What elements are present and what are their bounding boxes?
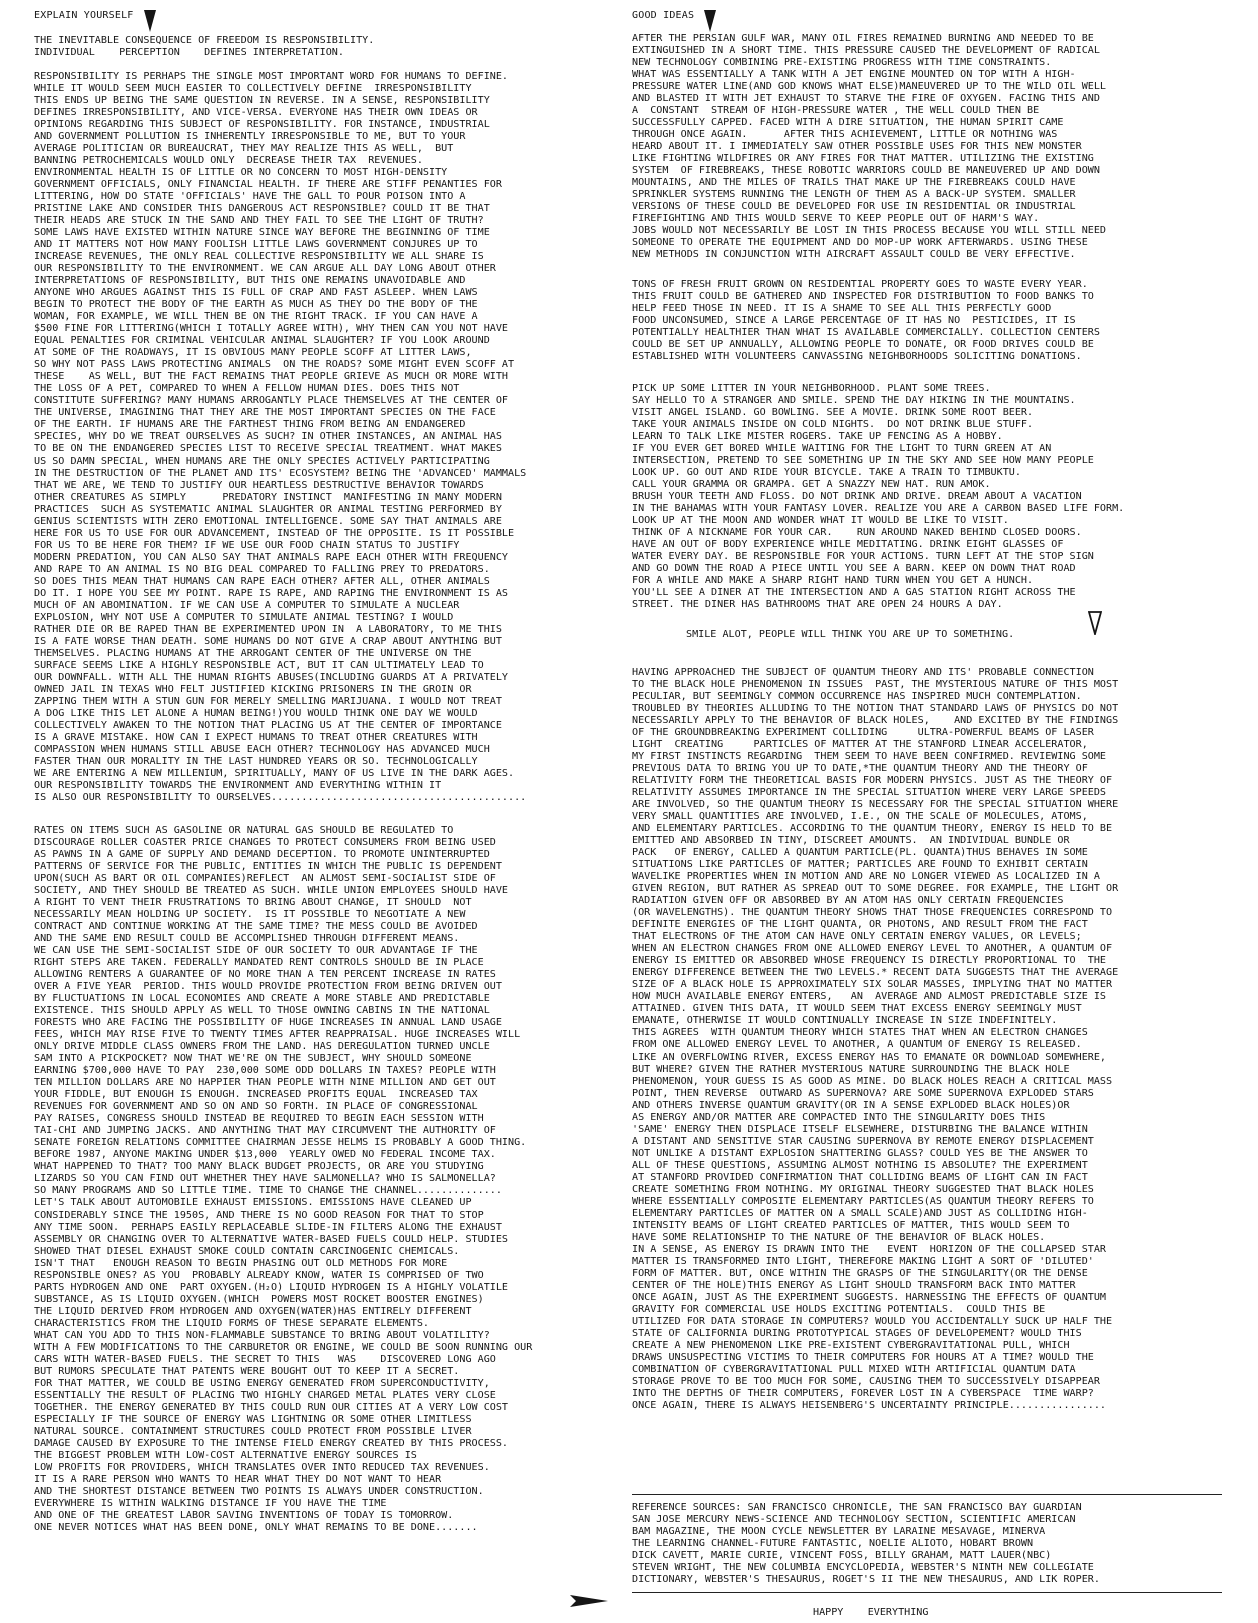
down-wedge-icon (144, 10, 156, 32)
fruit-article: TONS OF FRESH FRUIT GROWN ON RESIDENTIAL PROPERTY GOES TO WASTE EVERY YEAR. THIS FRUIT COULD BE GATHERED AND INSPECTED FOR DISTRIBUTION TO FOOD BANKS TO HELP FEED THOSE IN NEED. IT IS A SHAME TO SEE ALL THIS PERFECTLY GOOD FOOD UNCONSUMED, SINCE A LARGE PERCENTAGE OF IT HAS NO PESTICIDES, IT IS POTENTIALLY HEALTHIER THAN WHAT IS AVAILABLE COMMERCIALLY. COLLECTION CENTERS COULD BE SET UP ANNUALLY, ALLOWING PEOPLE TO DONATE, OR FOOD DRIVES COULD BE ESTABLISHED WITH VOLUNTEERS CANVASSING NEIGHBORHOODS SOLICITING DONATIONS. (632, 279, 1100, 363)
smile-line: SMILE ALOT, PEOPLE WILL THINK YOU ARE UP TO SOMETHING. (686, 629, 1015, 640)
responsibility-article: RESPONSIBILITY IS PERHAPS THE SINGLE MOST IMPORTANT WORD FOR HUMANS TO DEFINE. WHILE IT WOULD SEEM MUCH EASIER TO COLLECTIVELY DEFINE IRRESPONSIBILITY THIS ENDS UP BEING THE SAME QUESTION IN REVERSE. IN A SENSE, RESPONSIBILITY DEFINES IRRESPONSIBILITY, AND VICE-VERSA. EVERYONE HAS THEIR OWN IDEAS OR OPINIONS REGARDING THIS SUBJECT OF RESPONSIBILITY. FOR INSTANCE, INDUSTRIAL AND GOVERNMENT POLLUTION IS INHERENTLY IRRESPONSIBLE TO ME, BUT TO YOUR AVERAGE POLITICIAN OR BUREAUCRAT, THEY MAY REALIZE THIS AS WELL, BUT BANNING PETROCHEMICALS WOULD ONLY DECREASE THEIR TAX REVENUES. ENVIRONMENTAL HEALTH IS OF LITTLE OR NO CONCERN TO MOST HIGH-DENSITY GOVERNMENT OFFICIALS, ONLY FINANCIAL HEALTH. IF THERE ARE STIFF PENANTIES FOR LITTERING, HOW DO STATE 'OFFICIALS' HAVE THE GALL TO POUR POISON INTO A PRISTINE LAKE AND CONSIDER THIS DANGEROUS ACT RESPONSIBLE? COULD IT BE THAT THEIR HEADS ARE STUCK IN THE SAND AND THEY FAIL TO SEE THE LIGHT OF TRUTH? SOME LAWS HAVE EXISTED WITHIN NATURE SINCE WAY BEFORE THE BEGINNING OF TIME AND IT MATTERS NOT HOW MANY FOOLISH LITTLE LAWS GOVERNMENT CONJURES UP TO INCREASE REVENUES, THE ONLY REAL COLLECTIVE RESPONSIBILITY WE ALL SHARE IS OUR RESPONSIBILITY TO THE ENVIRONMENT. WE CAN ARGUE ALL DAY LONG ABOUT OTHER INTERPRETATIONS OF RESPONSIBILITY, BUT THIS ONE REMAINS UNAVOIDABLE AND ANYONE WHO ARGUES AGAINST THIS IS FULL OF CRAP AND FAST ASLEEP. WHEN LAWS BEGIN TO PROTECT THE BODY OF THE EARTH AS MUCH AS THEY DO THE BODY OF THE WOMAN, FOR EXAMPLE, WE WILL THEN BE ON THE RIGHT TRACK. IF YOU CAN HAVE A $500 FINE FOR LITTERING(WHICH I TOTALLY AGREE WITH), WHY THEN CAN YOU NOT HAVE EQUAL PENALTIES FOR CRIMINAL VEHICULAR ANIMAL SLAUGHTER? IF YOU LOOK AROUND AT SOME OF THE ROADWAYS, IT IS OBVIOUS MANY PEOPLE SCOFF AT LITTER LAWS, SO WHY NOT PASS LAWS PROTECTING ANIMALS ON THE ROADS? SOME MIGHT EVEN SCOFF AT THESE AS WELL, BUT THE FACT REMAINS THAT PEOPLE GRIEVE AS MUCH OR MORE WITH THE LOSS OF A PET, COMPARED TO WHEN A FELLOW HUMAN DIES. DOES THIS NOT CONSTITUTE SUFFERING? MANY HUMANS ARROGANTLY PLACE THEMSELVES AT THE CENTER OF THE UNIVERSE, IMAGINING THAT THEY ARE THE MOST IMPORTANT SPECIES ON THE FACE OF THE EARTH. IF HUMANS ARE THE FARTHEST THING FROM BEING AN ENDANGERED SPECIES, WHY DO WE TREAT OURSELVES AS SUCH? IN OTHER INSTANCES, AN ANIMAL HAS TO BE ON THE ENDANGERED SPECIES LIST TO RECEIVE SPECIAL TREATMENT. WHAT MAKES US SO DAMN SPECIAL, WHEN HUMANS ARE THE ONLY SPECIES ACTIVELY PARTICIPATING IN THE DESTRUCTION OF THE PLANET AND ITS' ECOSYSTEM? BEING THE 'ADVANCED' MAMMALS THAT WE ARE, WE TEND TO JUSTIFY OUR HEARTLESS DESTRUCTIVE BEHAVIOR TOWARDS OTHER CREATURES AS SIMPLY PREDATORY INSTINCT MANIFESTING IN MANY MODERN PRACTICES SUCH AS SYSTEMATIC ANIMAL SLAUGHTER OR ANIMAL TESTING PERFORMED BY GENIUS SCIENTISTS WITH ZERO EMOTIONAL INTELLIGENCE. SOME SAY THAT ANIMALS ARE HERE FOR US TO USE FOR OUR ADVANCEMENT, INSTEAD OF THE OPPOSITE. IS IT POSSIBLE FOR US TO BE HERE FOR THEM? IF WE USE OUR FOOD CHAIN STATUS TO JUSTIFY MODERN PREDATION, YOU CAN ALSO SAY THAT ANIMALS RAPE EACH OTHER WITH FREQUENCY AND RAPE TO AN ANIMAL IS NO BIG DEAL COMPARED TO FALLING PREY TO PREDATORS. SO DOES THIS MEAN THAT HUMANS CAN RAPE EACH OTHER? AFTER ALL, OTHER ANIMALS DO IT. I HOPE YOU SEE MY POINT. RAPE IS RAPE, AND RAPING THE ENVIRONMENT IS AS MUCH OF AN ABOMINATION. IF WE CAN USE A COMPUTER TO SIMULATE A NUCLEAR EXPLOSION, WHY NOT USE A COMPUTER TO SIMULATE ANIMAL TESTING? I WOULD RATHER DIE OR BE RAPED THAN BE EXPERIMENTED UPON IN A LABORATORY, TO ME THIS IS A FATE WORSE THAN DEATH. SOME HUMANS DO NOT GIVE A CRAP ABOUT ANYTHING BUT THEMSELVES. PLACING HUMANS AT THE ARROGANT CENTER OF THE UNIVERSE ON THE SURFACE SEEMS LIKE A HIGHLY RESPONSIBLE ACT, BUT IT CAN ULTIMATELY LEAD TO OUR DOWNFALL. WITH ALL THE HUMAN RIGHTS ABUSES(INCLUDING GUARDS AT A PRIVATELY OWNED JAIL IN TEXAS WHO FELT JUSTIFIED KICKING PRISONERS IN THE GROIN OR ZAPPING THEM WITH A STUN GUN FOR MERELY SMELLING MARIJUANA. I WOULD NOT TREAT A DOG LIKE THIS LET ALONE A HUMAN BEING!)YOU WOULD THINK ONE DAY WE WOULD COLLECTIVELY AWAKEN TO THE NOTION THAT PLACING US AT THE CENTER OF IMPORTANCE IS A GRAVE MISTAKE. HOW CAN I EXPECT HUMANS TO TREAT OTHER CREATURES WITH COMPASSION WHEN HUMANS STILL ABUSE EACH OTHER? TECHNOLOGY HAS ADVANCED MUCH FASTER THAN OUR MORALITY IN THE LAST HUNDRED YEARS OR SO. TECHNOLOGICALLY WE ARE ENTERING A NEW MILLENIUM, SPIRITUALLY, MANY OF US LIVE IN THE DARK AGES. OUR RESPONSIBILITY TOWARDS THE ENVIRONMENT AND EVERYTHING WITHIN IT IS ALSO OUR RESPONSIBILITY TO OURSELVES.......................................... (34, 71, 527, 803)
section-heading-good-ideas (632, 10, 716, 32)
regulation-article: RATES ON ITEMS SUCH AS GASOLINE OR NATURAL GAS SHOULD BE REGULATED TO DISCOURAGE ROLLER COASTER PRICE CHANGES TO PROTECT CONSUMERS FROM BEING USED AS PAWNS IN A GAME OF SUPPLY AND DEMAND DECEPTION. TO PROMOTE UNINTERRUPTED PATTERNS OF SERVICE FOR THE PUBLIC, ENTITIES IN WHICH THE PUBLIC IS DEPENDENT UPON(SUCH AS BART OR OIL COMPANIES)REFLECT AN ALMOST SEMI-SOCIALIST SIDE OF SOCIETY, AND THEY SHOULD BE TREATED AS SUCH. WHILE UNION EMPLOYEES SHOULD HAVE A RIGHT TO VENT THEIR FRUSTRATIONS TO BRING ABOUT CHANGE, IT SHOULD NOT NECESSARILY MEAN HOLDING UP SOCIETY. IS IT POSSIBLE TO NEGOTIATE A NEW CONTRACT AND CONTINUE WORKING AT THE SAME TIME? THE MESS COULD BE AVOIDED AND THE SAME END RESULT COULD BE ACCOMPLISHED THROUGH DIFFERENT MEANS. WE CAN USE THE SEMI-SOCIALIST SIDE OF OUR SOCIETY TO OUR ADVANTAGE IF THE RIGHT STEPS ARE TAKEN. FEDERALLY MANDATED RENT CONTROLS SHOULD BE IN PLACE ALLOWING RENTERS A GUARANTEE OF NO MORE THAN A TEN PERCENT INCREASE IN RATES OVER A FIVE YEAR PERIOD. THIS WOULD PROVIDE PROTECTION FROM BEING DRIVEN OUT BY FLUCTUATIONS IN LOCAL ECONOMIES AND CREATE A MORE STABLE AND PREDICTABLE EXISTENCE. THIS SHOULD APPLY AS WELL TO THOSE OWNING CABINS IN THE NATIONAL FORESTS WHO ARE FACING THE POSSIBILITY OF HUGE INCREASES IN ANNUAL LAND USAGE FEES, WHICH MAY RISE FIVE TO TWENTY TIMES AFTER REAPPRAISAL. HUGE INCREASES WILL ONLY DRIVE MIDDLE CLASS OWNERS FROM THE LAND. HAS DEREGULATION TURNED UNCLE SAM INTO A PICKPOCKET? NOW THAT WE'RE ON THE SUBJECT, WHY SHOULD SOMEONE EARNING $700,000 HAVE TO PAY 230,000 SOME ODD DOLLARS IN TAXES? PEOPLE WITH TEN MILLION DOLLARS ARE NO HAPPIER THAN PEOPLE WITH NINE MILLION AND GET OUT YOUR FIDDLE, BUT ENOUGH IS ENOUGH. INCREASED PROFITS EQUAL INCREASED TAX REVENUES FOR GOVERNMENT AND SO ON AND SO FORTH. IN PLACE OF CONGRESSIONAL PAY RAISES, CONGRESS SHOULD INSTEAD BE REQUIRED TO BEGIN EACH SESSION WITH TAI-CHI AND JUMPING JACKS. AND ANYTHING THAT MAY CIRCUMVENT THE AUTHORITY OF SENATE FOREIGN RELATIONS COMMITTEE CHAIRMAN JESSE HELMS IS PROBABLY A GOOD THING. BEFORE 1987, ANYONE MAKING UNDER $13,000 YEARLY OWED NO FEDERAL INCOME TAX. WHAT HAPPENED TO THAT? TOO MANY BLACK BUDGET PROJECTS, OR ARE YOU STUDYING LIZARDS SO YOU CAN FIND OUT WHETHER THEY HAVE SALMONELLA? WHO IS SALMONELLA? SO MANY PROGRAMS AND SO LITTLE TIME. TIME TO CHANGE THE CHANNEL.............. LET'S TALK ABOUT AUTOMOBILE EXHAUST EMISSIONS. EMISSIONS HAVE CLEANED UP CONSIDERABLY SINCE THE 1950S, AND THERE IS NO GOOD REASON FOR THAT TO STOP ANY TIME SOON. PERHAPS EASILY REPLACEABLE SLIDE-IN FILTERS ALONG THE EXHAUST ASSEMBLY OR CHANGING OVER TO ALTERNATIVE WATER-BASED FUELS COULD HELP. STUDIES SHOWED THAT DIESEL EXHAUST SMOKE COULD CONTAIN CARCINOGENIC CHEMICALS. ISN'T THAT ENOUGH REASON TO BEGIN PHASING OUT OLD METHODS FOR MORE RESPONSIBLE ONES? AS YOU PROBABLY ALREADY KNOW, WATER IS COMPRISED OF TWO PARTS HYDROGEN AND ONE PART OXYGEN.(H₂O) LIQUID HYDROGEN IS A HIGHLY VOLATILE SUBSTANCE, AS IS LIQUID OXYGEN.(WHICH POWERS MOST ROCKET BOOSTER ENGINES) THE LIQUID DERIVED FROM HYDROGEN AND OXYGEN(WATER)HAS ENTIRELY DIFFERENT CHARACTERISTICS FROM THE LIQUID FORMS OF THESE SEPARATE ELEMENTS. WHAT CAN YOU ADD TO THIS NON-FLAMMABLE SUBSTANCE TO BRING ABOUT VOLATILITY? WITH A FEW MODIFICATIONS TO THE CARBURETOR OR ENGINE, WE COULD BE SOON RUNNING OUR CARS WITH WATER-BASED FUELS. THE SECRET TO THIS WAS DISCOVERED LONG AGO BUT RUMORS SPECULATE THAT PATENTS WERE BOUGHT OUT TO KEEP IT A SECRET. FOR THAT MATTER, WE COULD BE USING ENERGY GENERATED FROM SUPERCONDUCTIVITY, ESSENTIALLY THE RESULT OF PLACING TWO HIGHLY CHARGED METAL PLATES VERY CLOSE TOGETHER. THE ENERGY GENERATED BY THIS COULD RUN OUR CITIES AT A VERY LOW COST ESPECIALLY IF THE SOURCE OF ENERGY WAS LIGHTNING OR SOME OTHER LIMITLESS NATURAL SOURCE. CONTAINMENT STRUCTURES COULD PROTECT FROM POSSIBLE LIVER DAMAGE CAUSED BY EXPOSURE TO THE INTENSE FIELD ENERGY CREATED BY THIS PROCESS. THE BIGGEST PROBLEM WITH LOW-COST ALTERNATIVE ENERGY SOURCES IS LOW PROFITS FOR PROVIDERS, WHICH TRANSLATES OVER INTO REDUCED TAX REVENUES. IT IS A RARE PERSON WHO WANTS TO HEAR WHAT THEY DO NOT WANT TO HEAR AND THE SHORTEST DISTANCE BETWEEN TWO POINTS IS ALWAYS UNDER CONSTRUCTION. EVERYWHERE IS WITHIN WALKING DISTANCE IF YOU HAVE THE TIME AND ONE OF THE GREATEST LABOR SAVING INVENTIONS OF TODAY IS TOMORROW. ONE NEVER NOTICES WHAT HAS BEEN DONE, ONLY WHAT REMAINS TO BE DONE....... (34, 825, 533, 1533)
firefighting-article: AFTER THE PERSIAN GULF WAR, MANY OIL FIRES REMAINED BURNING AND NEEDED TO BE EXTINGUISHED IN A SHORT TIME. THIS PRESSURE CAUSED THE DEVELOPMENT OF RADICAL NEW TECHNOLOGY COMBINING PRE-EXISTING PROGRESS WITH TIME CONSTRAINTS. WHAT WAS ESSENTIALLY A TANK WITH A JET ENGINE MOUNTED ON TOP WITH A HIGH- PRESSURE WATER LINE(AND GOD KNOWS WHAT ELSE)MANEUVERED UP TO THE WILD OIL WELL AND BLASTED IT WITH JET EXHAUST TO STARVE THE FIRE OF OXYGEN. FACING THIS AND A CONSTANT STREAM OF HIGH-PRESSURE WATER , THE WELL COULD THEN BE SUCCESSFULLY CAPPED. FACED WITH A DIRE SITUATION, THE HUMAN SPIRIT CAME THROUGH ONCE AGAIN. AFTER THIS ACHIEVEMENT, LITTLE OR NOTHING WAS HEARD ABOUT IT. I IMMEDIATELY SAW OTHER POSSIBLE USES FOR THIS NEW MONSTER LIKE FIGHTING WILDFIRES OR ANY FIRES FOR THAT MATTER. UTILIZING THE EXISTING SYSTEM OF FIREBREAKS, THESE ROBOTIC WARRIORS COULD BE MANEUVERED UP AND DOWN MOUNTAINS, AND THE MILES OF TRAILS THAT MAKE UP THE FIREBREAKS COULD HAVE SPRINKLER SYSTEMS RUNNING THE LENGTH OF THEM AS A BACK-UP SYSTEM. SMALLER VERSIONS OF THESE COULD BE DEVELOPED FOR USE IN RESIDENTIAL OR INDUSTRIAL FIREFIGHTING AND THIS WOULD SERVE TO KEEP PEOPLE OUT OF HARM'S WAY. JOBS WOULD NOT NECESSARILY BE LOST IN THIS PROCESS BECAUSE YOU WILL STILL NEED SOMEONE TO OPERATE THE EQUIPMENT AND DO MOP-UP WORK AFTERWARDS. USING THESE NEW METHODS IN CONJUNCTION WITH AIRCRAFT ASSAULT COULD BE VERY EFFECTIVE. (632, 33, 1107, 261)
happy-everything-footer: HAPPY EVERYTHING (813, 1607, 929, 1618)
quantum-article: HAVING APPROACHED THE SUBJECT OF QUANTUM THEORY AND ITS' PROBABLE CONNECTION TO THE BLACK HOLE PHENOMENON IN ISSUES PAST, THE MYSTERIOUS NATURE OF THIS MOST PECULIAR, BUT SEEMINGLY COMMON OCCURRENCE HAS INSPIRED MUCH CONTEMPLATION. TROUBLED BY THEORIES ALLUDING TO THE NOTION THAT STANDARD LAWS OF PHYSICS DO NOT NECESSARILY APPLY TO THE BEHAVIOR OF BLACK HOLES, AND EXCITED BY THE FINDINGS OF THE GROUNDBREAKING EXPERIMENT COLLIDING ULTRA-POWERFUL BEAMS OF LASER LIGHT CREATING PARTICLES OF MATTER AT THE STANFORD LINEAR ACCELERATOR, MY FIRST INSTINCTS REGARDING THEM SEEM TO HAVE BEEN CONFIRMED. REVIEWING SOME PREVIOUS DATA TO BRING YOU UP TO DATE,*THE QUANTUM THEORY AND THE THEORY OF RELATIVITY FORM THE THEORETICAL BASIS FOR MODERN PHYSICS. JUST AS THE THEORY OF RELATIVITY ASSUMES IMPORTANCE IN THE SPECIAL SITUATION WHERE VERY LARGE SPEEDS ARE INVOLVED, SO THE QUANTUM THEORY IS NECESSARY FOR THE SPECIAL SITUATION WHERE VERY SMALL QUANTITIES ARE INVOLVED, I.E., ON THE SCALE OF MOLECULES, ATOMS, AND ELEMENTARY PARTICLES. ACCORDING TO THE QUANTUM THEORY, ENERGY IS HELD TO BE EMITTED AND ABSORBED IN TINY, DISCREET AMOUNTS. AN INDIVIDUAL BUNDLE OR PACK OF ENERGY, CALLED A QUANTUM PARTICLE(PL. QUANTA)THUS BEHAVES IN SOME SITUATIONS LIKE PARTICLES OF MATTER; PARTICLES ARE FOUND TO EXHIBIT CERTAIN WAVELIKE PROPERTIES WHEN IN MOTION AND ARE NO LONGER VIEWED AS LOCALIZED IN A GIVEN REGION, BUT RATHER AS SPREAD OUT TO SOME DEGREE. FOR EXAMPLE, THE LIGHT OR RADIATION GIVEN OFF OR ABSORBED BY AN ATOM HAS ONLY CERTAIN FREQUENCIES (OR WAVELENGTHS). THE QUANTUM THEORY SHOWS THAT THOSE FREQUENCIES CORRESPOND TO DEFINITE ENERGIES OF THE LIGHT QUANTA, OR PHOTONS, AND RESULT FROM THE FACT THAT ELECTRONS OF THE ATOM CAN HAVE ONLY CERTAIN ENERGY VALUES, OR LEVELS; WHEN AN ELECTRON CHANGES FROM ONE ALLOWED ENERGY LEVEL TO ANOTHER, A QUANTUM OF ENERGY IS EMITTED OR ABSORBED WHOSE FREQUENCY IS DIRECTLY PROPORTIONAL TO THE ENERGY DIFFERENCE BETWEEN THE TWO LEVELS.* RECENT DATA SUGGESTS THAT THE AVERAGE SIZE OF A BLACK HOLE IS APPROXIMATELY SIX SOLAR MASSES, IMPLYING THAT NO MATTER HOW MUCH AVAILABLE ENERGY ENTERS, AN AVERAGE AND ALMOST PREDICTABLE SIZE IS ATTAINED. GIVEN THIS DATA, IT WOULD SEEM THAT EXCESS ENERGY SEEMINGLY MUST EMANATE, OTHERWISE IT WOULD CONTINUALLY INCREASE IN SIZE INDEFINITELY. THIS AGREES WITH QUANTUM THEORY WHICH STATES THAT WHEN AN ELECTRON CHANGES FROM ONE ALLOWED ENERGY LEVEL TO ANOTHER, A QUANTUM OF ENERGY IS RELEASED. LIKE AN OVERFLOWING RIVER, EXCESS ENERGY HAS TO EMANATE OR DOWNLOAD SOMEWHERE, BUT WHERE? GIVEN THE RATHER MYSTERIOUS NATURE SURROUNDING THE BLACK HOLE PHENOMENON, YOUR GUESS IS AS GOOD AS MINE. DO BLACK HOLES REACH A CRITICAL MASS POINT, THEN REVERSE OUTWARD AS SUPERNOVA? ARE SOME SUPERNOVA EXPLODED STARS AND OTHERS INVERSE QUANTUM GRAVITY(OR IN A SENSE EXPLODED BLACK HOLES)OR AS ENERGY AND/OR MATTER ARE COMPACTED INTO THE SINGULARITY DOES THIS 'SAME' ENERGY THEN DISPLACE ITSELF ELSEWHERE, DISTURBING THE BALANCE WITHIN A DISTANT AND SENSITIVE STAR CAUSING SUPERNOVA BY REMOTE ENERGY DISPLACEMENT NOT UNLIKE A DISTANT EXPLOSION SHATTERING GLASS? COULD YES BE THE ANSWER TO ALL OF THESE QUESTIONS, ASSUMING ALMOST NOTHING IS ABSOLUTE? THE EXPERIMENT AT STANFORD PROVIDED CONFIRMATION THAT COLLIDING BEAMS OF LIGHT CAN IN FACT CREATE SOMETHING FROM NOTHING. MY ORIGINAL THEORY SUGGESTED THAT BLACK HOLES WHERE ESSENTIALLY COMPOSITE ELEMENTARY PARTICLES(AS QUANTUM THEORY REFERS TO ELEMENTARY PARTICLES OF MATTER ON A SMALL SCALE)AND JUST AS COLLIDING HIGH- INTENSITY BEAMS OF LIGHT CREATED PARTICLES OF MATTER, THIS WOULD SEEM TO HAVE SOME RELATIONSHIP TO THE NATURE OF THE BEHAVIOR OF BLACK HOLES. IN A SENSE, AS ENERGY IS DRAWN INTO THE EVENT HORIZON OF THE COLLAPSED STAR MATTER IS TRANSFORMED INTO LIGHT, THEREFORE MAKING LIGHT A SORT OF 'DILUTED' FORM OF MATTER. BUT, ONCE WITHIN THE GRASPS OF THE SINGULARITY(OR THE DENSE CENTER OF THE HOLE)THIS ENERGY AS LIGHT SHOULD TRANSFORM BACK INTO MATTER ONCE AGAIN, JUST AS THE EXPERIMENT SUGGESTS. HARNESSING THE EFFECTS OF QUANTUM GRAVITY FOR COMMERCIAL USE HOLDS EXCITING POTENTIALS. COULD THIS BE UTILIZED FOR DATA STORAGE IN COMPUTERS? WOULD YOU ACCIDENTALLY SUCK UP HALF THE STATE OF CALIFORNIA DURING PROTOTYPICAL STAGES OF DEVELOPEMENT? WOULD THIS CREATE A NEW PHENOMENON LIKE PRE-EXISTENT CYBERGRAVITATIONAL PULL, WHICH DRAWS UNSUSPECTING VICTIMS TO THEIR COMPUTERS FOR HOURS AT A TIME? WOULD THE COMBINATION OF CYBERGRAVITATIONAL PULL MIXED WITH ARTIFICIAL QUANTUM DATA STORAGE PROVE TO BE TOO MUCH FOR SOME, CAUSING THEM TO SUCCESSIVELY DISAPPEAR INTO THE DEPTHS OF THEIR COMPUTERS, FOREVER LOST IN A CYBERSPACE TIME WARP? ONCE AGAIN, THERE IS ALWAYS HEISENBERG'S UNCERTAINTY PRINCIPLE................ (632, 667, 1119, 1411)
down-triangle-outline-icon (1088, 611, 1102, 635)
right-pointer-icon (570, 1592, 608, 1608)
explain-yourself-heading: EXPLAIN YOURSELF (34, 10, 134, 21)
things-to-do-article: PICK UP SOME LITTER IN YOUR NEIGHBORHOOD. PLANT SOME TREES. SAY HELLO TO A STRANGER AND SMILE. SPEND THE DAY HIKING IN THE MOUNTAINS. VISIT ANGEL ISLAND. GO BOWLING. SEE A MOVIE. DRINK SOME ROOT BEER. TAKE YOUR ANIMALS INSIDE ON COLD NIGHTS. DO NOT DRINK BLUE STUFF. LEARN TO TALK LIKE MISTER ROGERS. TAKE UP FENCING AS A HOBBY. IF YOU EVER GET BORED WHILE WAITING FOR THE LIGHT TO TURN GREEN AT AN INTERSECTION, PRETEND TO SEE SOMETHING UP IN THE SKY AND SEE HOW MANY PEOPLE LOOK UP. GO OUT AND RIDE YOUR BICYCLE. TAKE A TRAIN TO TIMBUKTU. CALL YOUR GRAMMA OR GRAMPA. GET A SNAZZY NEW HAT. RUN AMOK. BRUSH YOUR TEETH AND FLOSS. DO NOT DRINK AND DRIVE. DREAM ABOUT A VACATION IN THE BAHAMAS WITH YOUR FANTASY LOVER. REALIZE YOU ARE A CARBON BASED LIFE FORM. LOOK UP AT THE MOON AND WONDER WHAT IT WOULD BE LIKE TO VISIT. THINK OF A NICKNAME FOR YOUR CAR. RUN AROUND NAKED BEHIND CLOSED DOORS. HAVE AN OUT OF BODY EXPERIENCE WHILE MEDITATING. DRINK EIGHT GLASSES OF WATER EVERY DAY. BE RESPONSIBLE FOR YOUR ACTIONS. TURN LEFT AT THE STOP SIGN AND GO DOWN THE ROAD A PIECE UNTIL YOU SEE A BARN. KEEP ON DOWN THAT ROAD FOR A WHILE AND MAKE A SHARP RIGHT HAND TURN WHEN YOU GET A HUNCH. YOU'LL SEE A DINER AT THE INTERSECTION AND A GAS STATION RIGHT ACROSS THE STREET. THE DINER HAS BATHROOMS THAT ARE OPEN 24 HOURS A DAY. (632, 383, 1125, 611)
down-wedge-icon (704, 10, 716, 32)
references-divider-top (632, 1494, 1222, 1495)
freedom-intro: THE INEVITABLE CONSEQUENCE OF FREEDOM IS RESPONSIBILITY. INDIVIDUAL PERCEPTION DEFINES INTERPRETATION. (34, 35, 375, 59)
reference-sources: REFERENCE SOURCES: SAN FRANCISCO CHRONICLE, THE SAN FRANCISCO BAY GUARDIAN SAN JOSE MERCURY NEWS-SCIENCE AND TECHNOLOGY SECTION, SCIENTIFIC AMERICAN BAM MAGAZINE, THE MOON CYCLE NEWSLETTER BY LARAINE MESAVAGE, MINERVA THE LEARNING CHANNEL-FUTURE FANTASTIC, NOELIE ALIOTO, HOBART BROWN DICK CAVETT, MARIE CURIE, VINCENT FOSS, BILLY GRAHAM, MATT LAUER(NBC) STEVEN WRIGHT, THE NEW COLUMBIA ENCYCLOPEDIA, WEBSTER'S NINTH NEW COLLEGIATE DICTIONARY, WEBSTER'S THESAURUS, ROGET'S II THE NEW THESAURUS, AND LIK ROPER. (632, 1502, 1100, 1586)
left-column (34, 0, 628, 1623)
good-ideas-heading: GOOD IDEAS (632, 10, 695, 21)
references-divider-bottom (632, 1592, 1222, 1593)
right-column (632, 0, 1226, 1623)
section-heading-explain (34, 10, 156, 32)
